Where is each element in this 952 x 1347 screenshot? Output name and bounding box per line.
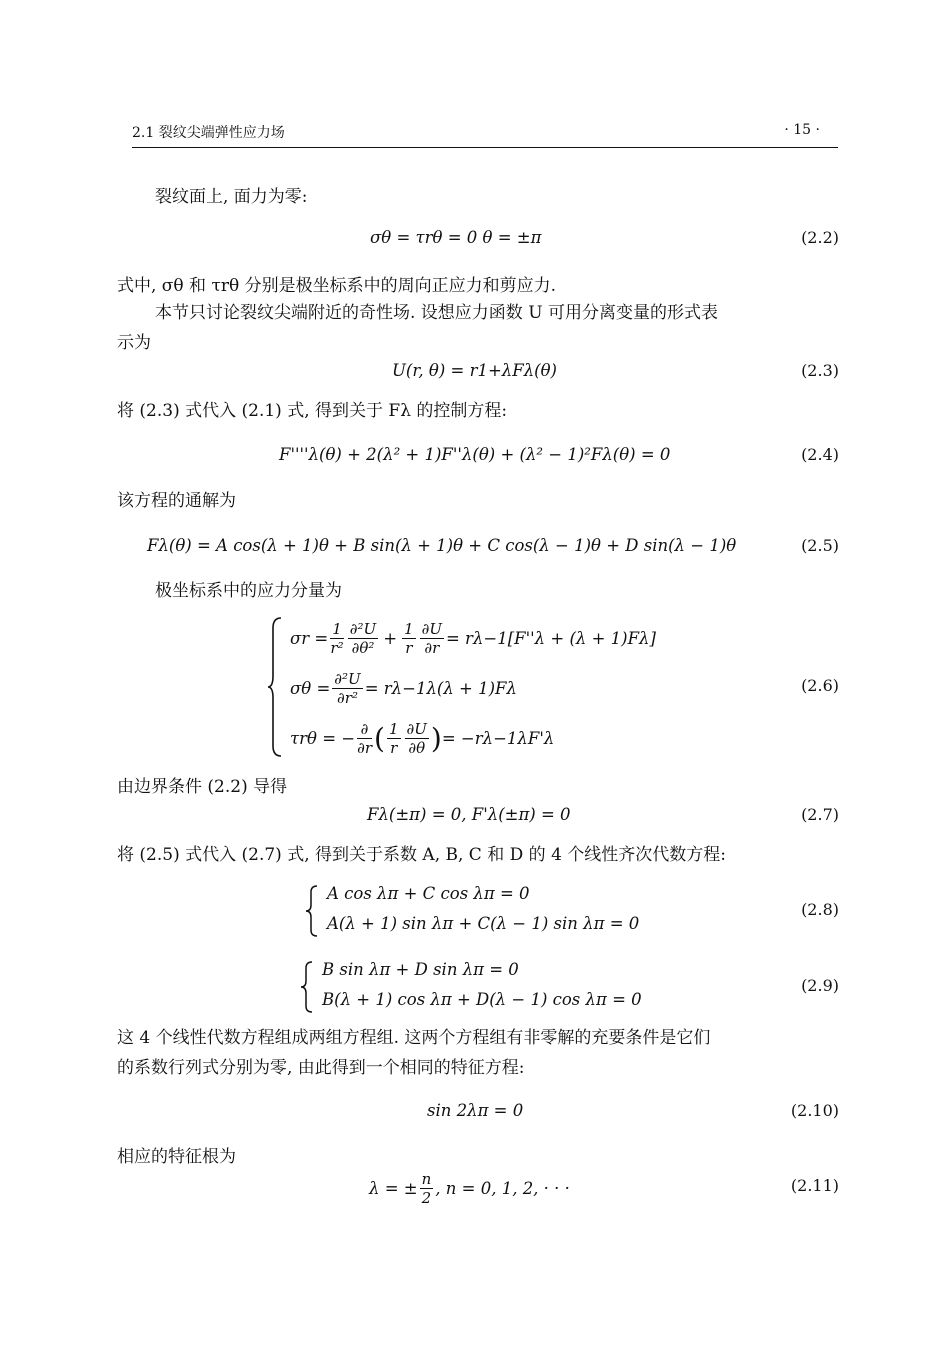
header-rule — [132, 147, 838, 148]
equation-number: (2.2) — [801, 228, 839, 247]
fraction — [420, 620, 444, 657]
paragraph-line: 这 4 个线性代数方程组成两组方程组. 这两个方程组有非零解的充要条件是它们 — [117, 1028, 711, 1048]
sigma-r-row — [290, 616, 656, 660]
left-brace-icon — [300, 960, 314, 1014]
paragraph-line: 极坐标系中的应力分量为 — [155, 581, 342, 601]
lhs: λ = ± — [369, 1178, 418, 1198]
equation-2-9 — [117, 958, 839, 1016]
paragraph-line: 将 (2.3) 式代入 (2.1) 式, 得到关于 Fλ 的控制方程: — [117, 401, 508, 421]
fraction — [402, 620, 416, 657]
fraction — [357, 720, 372, 757]
equation-2-5 — [117, 536, 839, 564]
paragraph-line: 相应的特征根为 — [117, 1147, 236, 1167]
rhs: = rλ−1[F''λ + (λ + 1)Fλ] — [445, 628, 656, 648]
fraction — [348, 620, 378, 657]
left-paren: ( — [374, 721, 385, 755]
paragraph-line: 本节只讨论裂纹尖端附近的奇性场. 设想应力函数 U 可用分离变量的形式表 — [155, 303, 718, 323]
paragraph-line: 裂纹面上, 面力为零: — [155, 187, 308, 207]
rhs: = rλ−1λ(λ + 1)Fλ — [364, 678, 517, 698]
paragraph-line: 式中, σθ 和 τrθ 分别是极坐标系中的周向正应力和剪应力. — [117, 276, 557, 296]
equation-number: (2.11) — [790, 1176, 839, 1195]
denominator: r — [405, 638, 413, 657]
numerator: 1 — [332, 619, 342, 638]
equation-2-2 — [117, 228, 839, 256]
paragraph-line: 由边界条件 (2.2) 导得 — [117, 777, 288, 797]
lhs: σθ = — [290, 678, 331, 698]
fraction — [420, 1170, 434, 1207]
section-title: 2.1 裂纹尖端弹性应力场 — [132, 125, 285, 141]
equation-2-6 — [117, 612, 839, 762]
fraction — [387, 720, 401, 757]
equation-number: (2.10) — [790, 1101, 839, 1120]
denominator: ∂r — [357, 738, 373, 757]
denominator: ∂θ — [408, 738, 426, 757]
equation-body: sin 2λπ = 0 — [427, 1101, 524, 1120]
equation-row: A cos λπ + C cos λπ = 0 — [327, 884, 530, 903]
denominator: ∂r — [424, 638, 440, 657]
fraction — [330, 620, 344, 657]
lhs: σr = — [290, 628, 329, 648]
equation-2-7 — [117, 805, 839, 833]
equation-body: Fλ(θ) = A cos(λ + 1)θ + B sin(λ + 1)θ + C cos(λ − 1)θ + D sin(λ − 1)θ — [147, 536, 737, 555]
equation-number: (2.4) — [801, 445, 839, 464]
numerator: ∂ — [357, 720, 372, 739]
equation-body — [369, 1166, 570, 1210]
numerator: ∂²U — [349, 619, 377, 638]
denominator: ∂θ² — [351, 638, 375, 657]
equation-2-8 — [117, 882, 839, 940]
equation-2-4 — [117, 445, 839, 473]
fraction — [405, 720, 429, 757]
equation-body: F''''λ(θ) + 2(λ² + 1)F''λ(θ) + (λ² − 1)²Fλ(θ) = 0 — [279, 445, 671, 464]
equation-number: (2.9) — [801, 976, 839, 995]
numerator: ∂U — [421, 619, 442, 638]
equation-row: B sin λπ + D sin λπ = 0 — [322, 960, 519, 979]
numerator: ∂²U — [334, 669, 361, 688]
equation-row: A(λ + 1) sin λπ + C(λ − 1) sin λπ = 0 — [327, 914, 640, 933]
equation-number: (2.7) — [801, 805, 839, 824]
denominator: r — [390, 738, 398, 757]
denominator: ∂r² — [337, 688, 358, 707]
numerator: n — [421, 1169, 432, 1188]
equation-number: (2.3) — [801, 361, 839, 380]
denominator: r² — [330, 638, 344, 657]
equation-2-3 — [117, 361, 839, 389]
numerator: 1 — [404, 619, 414, 638]
paragraph-line: 的系数行列式分别为零, 由此得到一个相同的特征方程: — [117, 1058, 525, 1078]
rhs: = −rλ−1λF'λ — [441, 728, 555, 748]
page-number: · 15 · — [784, 122, 820, 138]
equation-number: (2.6) — [801, 676, 839, 695]
paragraph-line: 将 (2.5) 式代入 (2.7) 式, 得到关于系数 A, B, C 和 D 的 4 个线性齐次代数方程: — [117, 845, 727, 865]
left-brace-icon — [305, 884, 319, 938]
tau-row — [290, 716, 554, 760]
equation-2-11 — [117, 1166, 839, 1210]
equation-number: (2.5) — [801, 536, 839, 555]
running-header — [132, 122, 838, 148]
right-paren: ) — [430, 721, 442, 755]
fraction — [332, 670, 362, 707]
lhs: τrθ = − — [290, 728, 356, 748]
plus-sign: + — [383, 628, 398, 648]
equation-body: σθ = τrθ = 0 θ = ±π — [370, 228, 542, 247]
paragraph-line: 示为 — [117, 333, 151, 353]
equation-body: U(r, θ) = r1+λFλ(θ) — [392, 361, 557, 380]
sigma-theta-row — [290, 666, 517, 710]
equation-number: (2.8) — [801, 900, 839, 919]
equation-row: B(λ + 1) cos λπ + D(λ − 1) cos λπ = 0 — [322, 990, 642, 1009]
equation-body: Fλ(±π) = 0, F'λ(±π) = 0 — [367, 805, 571, 824]
paragraph-line: 该方程的通解为 — [117, 491, 236, 511]
equation-2-10 — [117, 1101, 839, 1129]
left-brace-icon — [267, 616, 283, 758]
numerator: ∂U — [406, 719, 427, 738]
numerator: 1 — [388, 719, 399, 738]
rhs: , n = 0, 1, 2, · · · — [435, 1178, 570, 1198]
denominator: 2 — [421, 1188, 432, 1207]
